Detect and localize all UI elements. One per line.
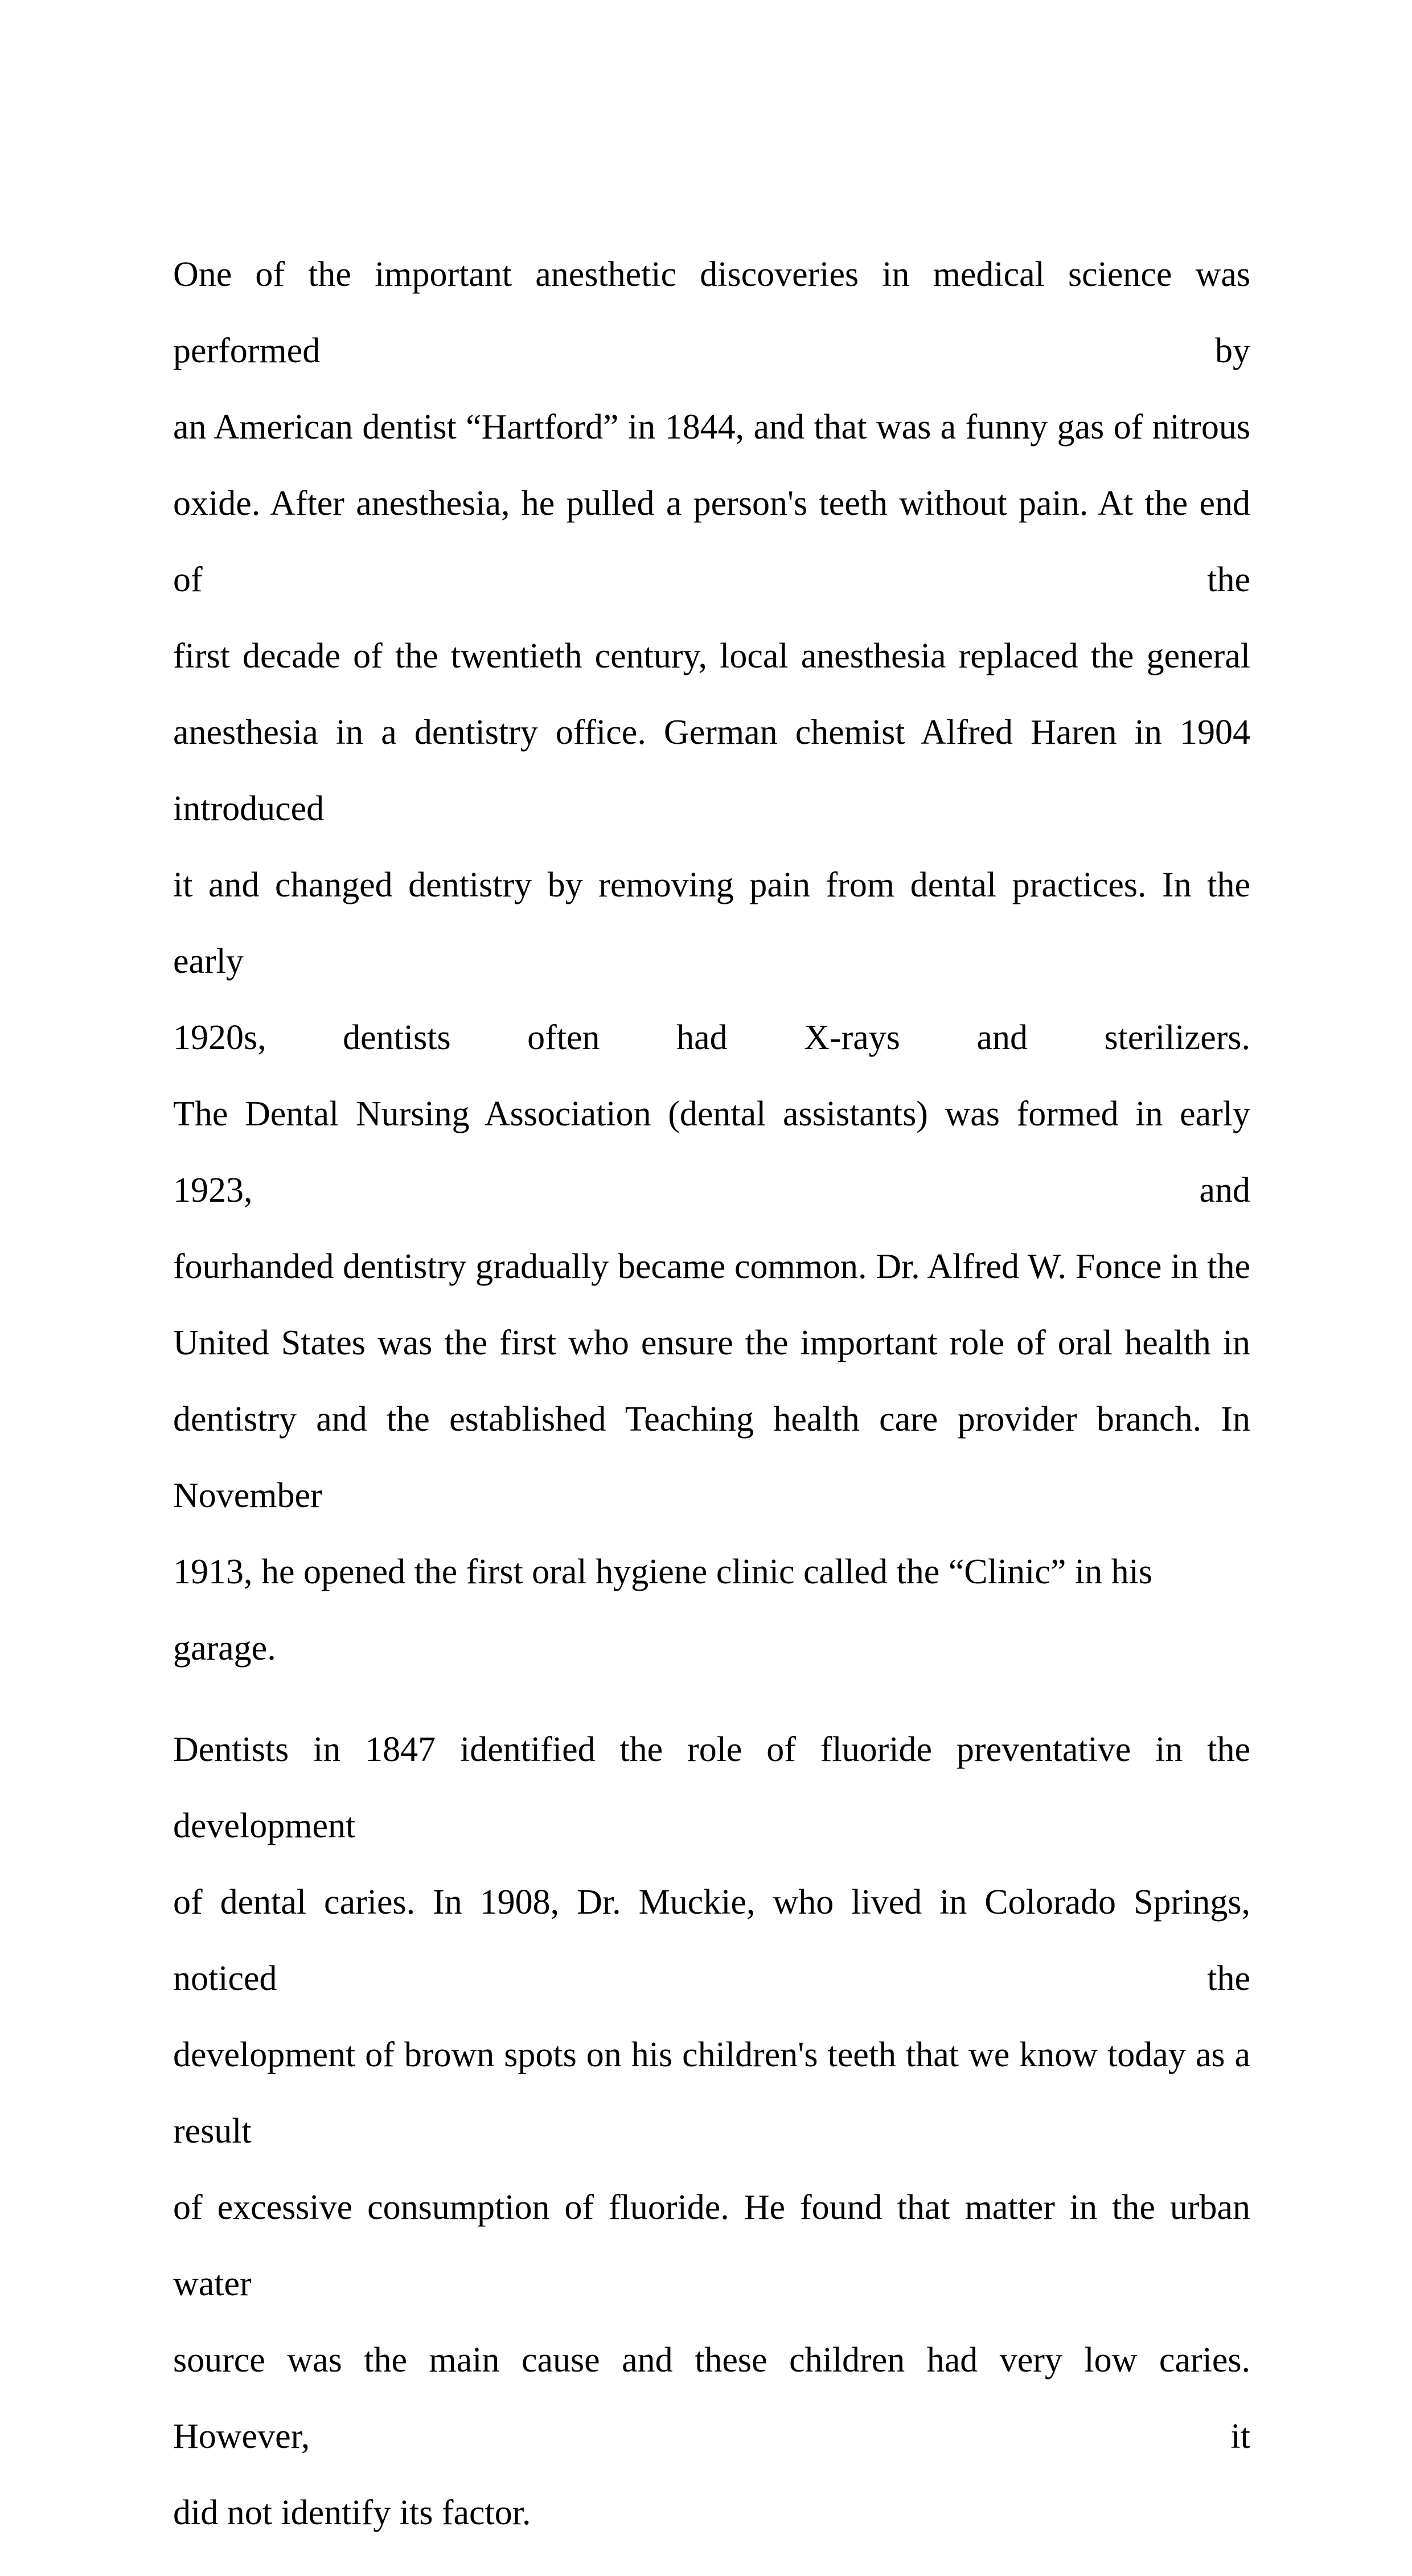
text-line: first decade of the twentieth century, local anesthesia replaced the general — [173, 637, 1250, 675]
text-line: 1920s, dentists often had X-rays and sterilizers. — [173, 1018, 1250, 1057]
text-line: One of the important anesthetic discoveries in medical science was performed by — [173, 255, 1250, 370]
text-line: Dentists in 1847 identified the role of fluoride preventative in the development — [173, 1730, 1250, 1845]
text-line: oxide. After anesthesia, he pulled a person's teeth without pain. At the end of the — [173, 484, 1250, 599]
text-line: it and changed dentistry by removing pain from dental practices. In the early — [173, 866, 1250, 981]
text-line: The Dental Nursing Association (dental assistants) was formed in early 1923, and — [173, 1095, 1250, 1210]
paragraph-fluoride-history — [173, 1711, 1250, 2551]
text-block — [173, 236, 1250, 2576]
text-line: fourhanded dentistry gradually became common. Dr. Alfred W. Fonce in the — [173, 1247, 1250, 1286]
text-line: dentistry and the established Teaching health care provider branch. In November — [173, 1400, 1250, 1515]
text-line: anesthesia in a dentistry office. German chemist Alfred Haren in 1904 introduced — [173, 713, 1250, 828]
paragraph-anesthesia-history — [173, 236, 1250, 1686]
text-line: did not identify its factor. — [173, 2493, 531, 2532]
text-line: of excessive consumption of fluoride. He found that matter in the urban water — [173, 2188, 1250, 2303]
text-line: United States was the first who ensure the important role of oral health in — [173, 1324, 1250, 1362]
text-line: an American dentist “Hartford” in 1844, and that was a funny gas of nitrous — [173, 408, 1250, 447]
text-line: 1913, he opened the first oral hygiene clinic called the “Clinic” in his garage. — [173, 1553, 1152, 1668]
text-line: development of brown spots on his children's teeth that we know today as a result — [173, 2036, 1250, 2151]
text-line: of dental caries. In 1908, Dr. Muckie, who lived in Colorado Springs, noticed the — [173, 1883, 1250, 1998]
text-line: source was the main cause and these children had very low caries. However, it — [173, 2341, 1250, 2456]
